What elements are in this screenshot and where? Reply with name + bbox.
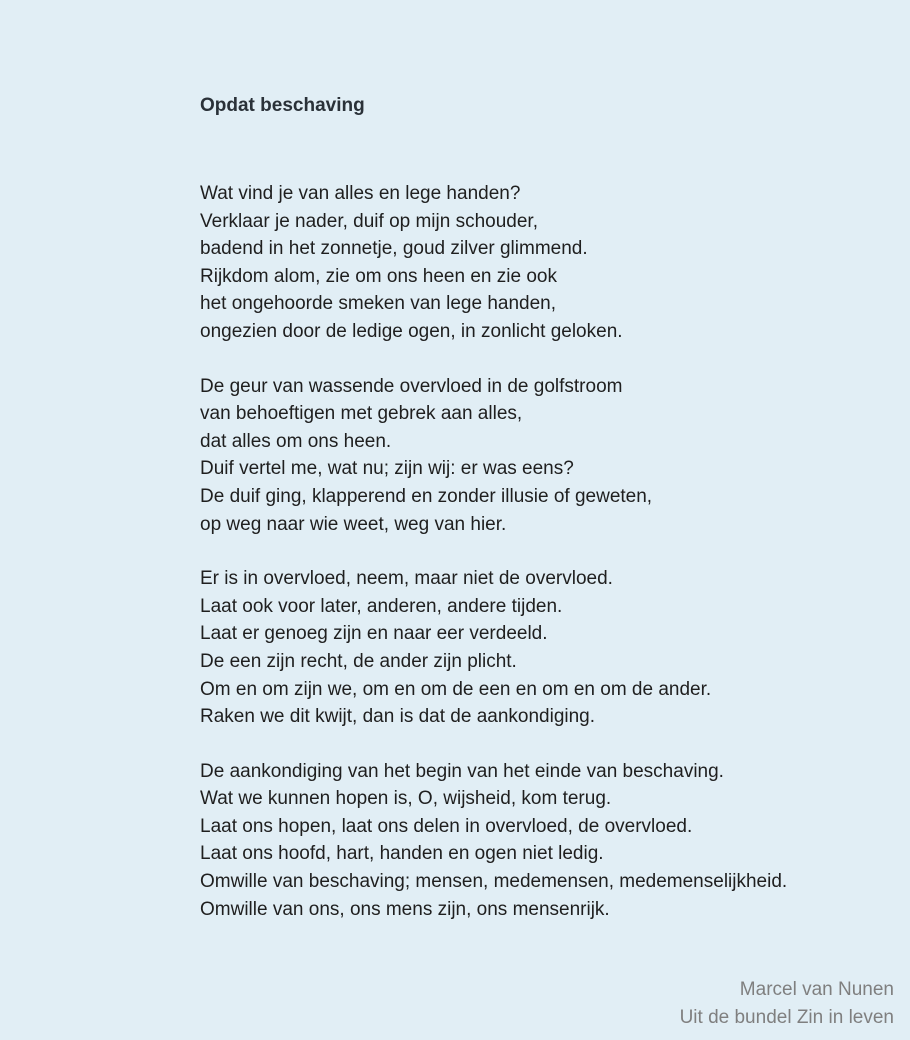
poem-line: De duif ging, klapperend en zonder illusie of geweten, <box>200 485 653 507</box>
poem-line: Laat er genoeg zijn en naar eer verdeeld. <box>200 623 548 645</box>
source-collection: Uit de bundel Zin in leven <box>679 1007 894 1028</box>
poem-line: Verklaar je nader, duif op mijn schouder, <box>200 210 538 232</box>
stanza-3 <box>200 565 890 731</box>
poem-line: op weg naar wie weet, weg van hier. <box>200 513 507 535</box>
poem-line: badend in het zonnetje, goud zilver glimmend. <box>200 238 588 260</box>
poem-line: Raken we dit kwijt, dan is dat de aankondiging. <box>200 706 596 728</box>
poem-line: Laat ons hopen, laat ons delen in overvloed, de overvloed. <box>200 815 693 837</box>
poem-line: van behoeftigen met gebrek aan alles, <box>200 403 523 425</box>
poem-line: Omwille van beschaving; mensen, medemensen, medemenselijkheid. <box>200 871 788 893</box>
poem <box>200 90 890 950</box>
poem-line: dat alles om ons heen. <box>200 430 392 452</box>
stanza-1 <box>200 180 890 346</box>
poem-line: Om en om zijn we, om en om de een en om en om de ander. <box>200 678 712 700</box>
poem-line: Laat ook voor later, anderen, andere tijden. <box>200 595 563 617</box>
credit <box>680 976 894 1032</box>
author-name: Marcel van Nunen <box>739 979 894 1000</box>
poem-line: het ongehoorde smeken van lege handen, <box>200 293 556 315</box>
poem-line: Omwille van ons, ons mens zijn, ons mensenrijk. <box>200 898 610 920</box>
poem-line: Rijkdom alom, zie om ons heen en zie ook <box>200 265 557 287</box>
stanza-2 <box>200 373 890 539</box>
poem-line: Duif vertel me, wat nu; zijn wij: er was eens? <box>200 458 574 480</box>
stanza-4 <box>200 758 890 924</box>
poem-title: Opdat beschaving <box>200 95 365 116</box>
poem-line: ongezien door de ledige ogen, in zonlicht geloken. <box>200 320 623 342</box>
poem-line: De een zijn recht, de ander zijn plicht. <box>200 650 517 672</box>
poem-line: De aankondiging van het begin van het einde van beschaving. <box>200 760 724 782</box>
poem-line: Wat we kunnen hopen is, O, wijsheid, kom terug. <box>200 788 612 810</box>
poem-line: Er is in overvloed, neem, maar niet de overvloed. <box>200 568 613 590</box>
poem-line: De geur van wassende overvloed in de golfstroom <box>200 375 623 397</box>
poem-line: Wat vind je van alles en lege handen? <box>200 183 521 204</box>
poem-line: Laat ons hoofd, hart, handen en ogen niet ledig. <box>200 843 604 865</box>
